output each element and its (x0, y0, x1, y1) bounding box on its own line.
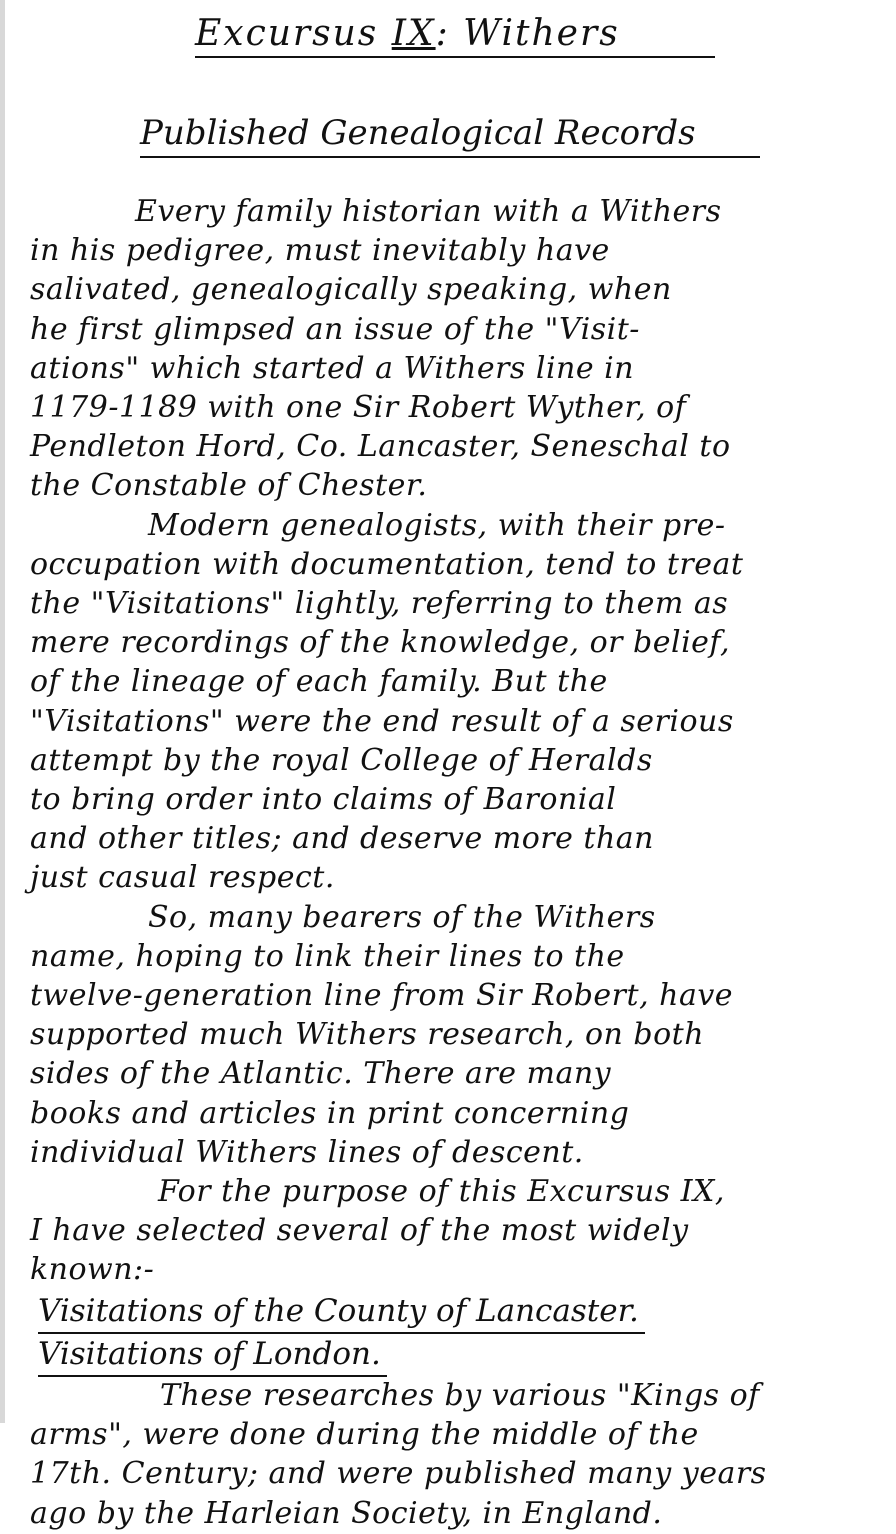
paragraph-2-line-8: to bring order into claims of Baronial (30, 782, 617, 817)
title-prefix: Excursus (195, 13, 392, 54)
paragraph-3-line-6: books and articles in print concerning (30, 1095, 630, 1131)
paragraph-4-line-3: known:- (30, 1252, 155, 1288)
paragraph-2-line-10: just casual respect. (30, 860, 335, 896)
paragraph-1-line-6: 1179-1189 with one Sir Robert Wyther, of (30, 390, 687, 425)
paragraph-3-line-7: individual Withers lines of descent. (30, 1134, 584, 1170)
paragraph-2-line-3: the "Visitations" lightly, referring to them as (30, 586, 729, 621)
paragraph-1-line-2: in his pedigree, must inevitably have (30, 233, 610, 269)
title-numeral: IX (391, 13, 436, 54)
paragraph-1-line-8: the Constable of Chester. (30, 468, 428, 504)
source-list-item-2: Visitations of London. (38, 1333, 387, 1377)
paragraph-2-line-2: occupation with documentation, tend to treat (30, 546, 744, 582)
paragraph-2-line-6: "Visitations" were the end result of a serious (30, 703, 734, 739)
paragraph-1-line-1: Every family historian with a Withers (135, 194, 722, 229)
page-edge-shadow (0, 0, 5, 1423)
paragraph-2-line-4: mere recordings of the knowledge, or belief, (30, 625, 730, 661)
paragraph-3-line-5: sides of the Atlantic. There are many (30, 1056, 612, 1092)
paragraph-1-line-4: he first glimpsed an issue of the "Visit- (30, 311, 640, 347)
paragraph-1-line-3: salivated, genealogically speaking, when (30, 272, 672, 308)
paragraph-3-line-1: So, many bearers of the Withers (148, 899, 656, 935)
paragraph-1-line-5: ations" which started a Withers line in (30, 350, 635, 386)
paragraph-3-line-2: name, hoping to link their lines to the (30, 938, 625, 974)
paragraph-2-line-7: attempt by the royal College of Heralds (30, 742, 653, 778)
paragraph-5-line-2: arms", were done during the middle of the (30, 1417, 699, 1453)
paragraph-1-line-7: Pendleton Hord, Co. Lancaster, Seneschal to (30, 429, 731, 465)
paragraph-2-line-9: and other titles; and deserve more than (30, 821, 654, 857)
source-list-item-1: Visitations of the County of Lancaster. (38, 1290, 645, 1334)
paragraph-3-line-4: supported much Withers research, on both (30, 1017, 705, 1053)
paragraph-5-line-3: 17th. Century; and were published many years (30, 1456, 767, 1492)
paragraph-3-line-3: twelve-generation line from Sir Robert, have (30, 978, 734, 1013)
paragraph-5-line-4: ago by the Harleian Society, in England. (30, 1495, 663, 1531)
paragraph-4-line-1: For the purpose of this Excursus IX, (158, 1174, 725, 1209)
title-suffix: : Withers (435, 13, 620, 54)
paragraph-5-line-1: These researches by various "Kings of (160, 1378, 760, 1413)
paragraph-2-line-5: of the lineage of each family. But the (30, 664, 608, 700)
paragraph-2-line-1: Modern genealogists, with their pre- (148, 507, 726, 543)
paragraph-4-line-2: I have selected several of the most widely (30, 1213, 689, 1249)
section-heading: Published Genealogical Records (140, 110, 760, 158)
page-title (195, 12, 715, 58)
